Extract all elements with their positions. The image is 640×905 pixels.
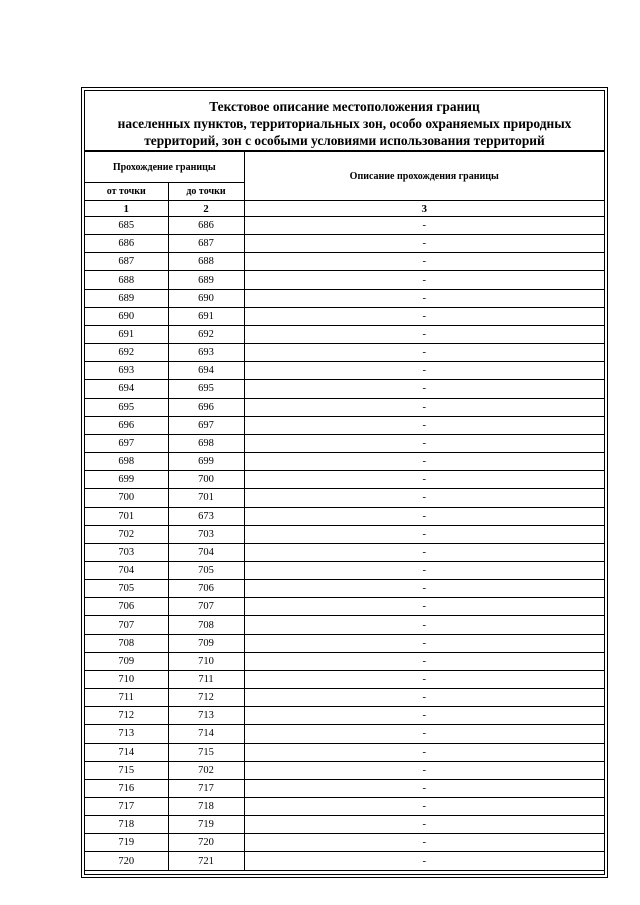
cell-from-point: 711 bbox=[85, 689, 168, 707]
table-row bbox=[85, 271, 604, 289]
cell-description: - bbox=[244, 634, 604, 652]
column-number-1: 1 bbox=[85, 201, 168, 217]
table-row bbox=[85, 235, 604, 253]
cell-to-point: 694 bbox=[168, 362, 244, 380]
table-row bbox=[85, 307, 604, 325]
cell-from-point: 720 bbox=[85, 852, 168, 870]
table-row bbox=[85, 652, 604, 670]
cell-to-point: 707 bbox=[168, 598, 244, 616]
cell-description: - bbox=[244, 307, 604, 325]
cell-to-point: 709 bbox=[168, 634, 244, 652]
table-row bbox=[85, 325, 604, 343]
table-row bbox=[85, 852, 604, 870]
document-title bbox=[85, 91, 604, 151]
cell-description: - bbox=[244, 689, 604, 707]
cell-to-point: 686 bbox=[168, 217, 244, 235]
column-number-2: 2 bbox=[168, 201, 244, 217]
cell-to-point: 690 bbox=[168, 289, 244, 307]
cell-description: - bbox=[244, 416, 604, 434]
table-row bbox=[85, 217, 604, 235]
cell-from-point: 705 bbox=[85, 580, 168, 598]
cell-to-point: 688 bbox=[168, 253, 244, 271]
cell-to-point: 708 bbox=[168, 616, 244, 634]
cell-description: - bbox=[244, 471, 604, 489]
cell-from-point: 687 bbox=[85, 253, 168, 271]
table-row bbox=[85, 398, 604, 416]
cell-from-point: 702 bbox=[85, 525, 168, 543]
cell-description: - bbox=[244, 398, 604, 416]
cell-to-point: 705 bbox=[168, 561, 244, 579]
cell-description: - bbox=[244, 380, 604, 398]
cell-to-point: 701 bbox=[168, 489, 244, 507]
table-row bbox=[85, 798, 604, 816]
cell-from-point: 715 bbox=[85, 761, 168, 779]
cell-to-point: 718 bbox=[168, 798, 244, 816]
table-row bbox=[85, 416, 604, 434]
cell-description: - bbox=[244, 616, 604, 634]
cell-description: - bbox=[244, 507, 604, 525]
cell-to-point: 695 bbox=[168, 380, 244, 398]
cell-from-point: 695 bbox=[85, 398, 168, 416]
cell-from-point: 696 bbox=[85, 416, 168, 434]
cell-from-point: 706 bbox=[85, 598, 168, 616]
boundary-table bbox=[85, 151, 604, 871]
cell-from-point: 701 bbox=[85, 507, 168, 525]
cell-description: - bbox=[244, 816, 604, 834]
cell-from-point: 689 bbox=[85, 289, 168, 307]
table-row bbox=[85, 616, 604, 634]
cell-from-point: 698 bbox=[85, 453, 168, 471]
table-row bbox=[85, 689, 604, 707]
cell-description: - bbox=[244, 598, 604, 616]
table-row bbox=[85, 543, 604, 561]
cell-from-point: 693 bbox=[85, 362, 168, 380]
cell-to-point: 692 bbox=[168, 325, 244, 343]
cell-from-point: 709 bbox=[85, 652, 168, 670]
table-body bbox=[85, 217, 604, 871]
cell-from-point: 694 bbox=[85, 380, 168, 398]
header-boundary-passage: Прохождение границы bbox=[85, 152, 244, 183]
cell-description: - bbox=[244, 271, 604, 289]
cell-from-point: 704 bbox=[85, 561, 168, 579]
cell-from-point: 716 bbox=[85, 779, 168, 797]
cell-from-point: 713 bbox=[85, 725, 168, 743]
table-row bbox=[85, 253, 604, 271]
cell-from-point: 717 bbox=[85, 798, 168, 816]
cell-from-point: 714 bbox=[85, 743, 168, 761]
cell-description: - bbox=[244, 834, 604, 852]
cell-description: - bbox=[244, 434, 604, 452]
table-row bbox=[85, 380, 604, 398]
cell-to-point: 691 bbox=[168, 307, 244, 325]
cell-from-point: 699 bbox=[85, 471, 168, 489]
cell-to-point: 710 bbox=[168, 652, 244, 670]
cell-from-point: 712 bbox=[85, 707, 168, 725]
cell-to-point: 673 bbox=[168, 507, 244, 525]
cell-from-point: 703 bbox=[85, 543, 168, 561]
cell-from-point: 686 bbox=[85, 235, 168, 253]
cell-to-point: 700 bbox=[168, 471, 244, 489]
cell-to-point: 702 bbox=[168, 761, 244, 779]
cell-to-point: 689 bbox=[168, 271, 244, 289]
table-row bbox=[85, 434, 604, 452]
table-row bbox=[85, 489, 604, 507]
header-from-point: от точки bbox=[85, 183, 168, 201]
cell-to-point: 712 bbox=[168, 689, 244, 707]
cell-description: - bbox=[244, 217, 604, 235]
document-frame bbox=[81, 87, 608, 878]
title-line-1: Текстовое описание местоположения границ bbox=[209, 99, 480, 114]
table-row bbox=[85, 707, 604, 725]
cell-from-point: 707 bbox=[85, 616, 168, 634]
table-row bbox=[85, 362, 604, 380]
cell-description: - bbox=[244, 543, 604, 561]
cell-to-point: 721 bbox=[168, 852, 244, 870]
cell-description: - bbox=[244, 525, 604, 543]
cell-description: - bbox=[244, 761, 604, 779]
title-line-3: территорий, зон с особыми условиями использования территорий bbox=[144, 133, 545, 148]
table-row bbox=[85, 725, 604, 743]
table-row bbox=[85, 561, 604, 579]
cell-to-point: 715 bbox=[168, 743, 244, 761]
cell-to-point: 703 bbox=[168, 525, 244, 543]
cell-description: - bbox=[244, 652, 604, 670]
cell-from-point: 708 bbox=[85, 634, 168, 652]
cell-description: - bbox=[244, 852, 604, 870]
cell-to-point: 693 bbox=[168, 344, 244, 362]
cell-from-point: 685 bbox=[85, 217, 168, 235]
cell-description: - bbox=[244, 325, 604, 343]
cell-to-point: 711 bbox=[168, 670, 244, 688]
cell-description: - bbox=[244, 235, 604, 253]
cell-to-point: 699 bbox=[168, 453, 244, 471]
cell-to-point: 696 bbox=[168, 398, 244, 416]
cell-description: - bbox=[244, 580, 604, 598]
cell-from-point: 697 bbox=[85, 434, 168, 452]
cell-from-point: 690 bbox=[85, 307, 168, 325]
cell-description: - bbox=[244, 743, 604, 761]
table-row bbox=[85, 580, 604, 598]
cell-from-point: 719 bbox=[85, 834, 168, 852]
cell-description: - bbox=[244, 561, 604, 579]
cell-to-point: 720 bbox=[168, 834, 244, 852]
cell-from-point: 718 bbox=[85, 816, 168, 834]
cell-from-point: 700 bbox=[85, 489, 168, 507]
cell-description: - bbox=[244, 289, 604, 307]
table-row bbox=[85, 598, 604, 616]
cell-description: - bbox=[244, 725, 604, 743]
cell-to-point: 719 bbox=[168, 816, 244, 834]
cell-description: - bbox=[244, 779, 604, 797]
cell-to-point: 697 bbox=[168, 416, 244, 434]
cell-description: - bbox=[244, 670, 604, 688]
cell-from-point: 691 bbox=[85, 325, 168, 343]
cell-description: - bbox=[244, 453, 604, 471]
table-row bbox=[85, 525, 604, 543]
cell-description: - bbox=[244, 489, 604, 507]
table-row bbox=[85, 743, 604, 761]
cell-description: - bbox=[244, 798, 604, 816]
table-row bbox=[85, 634, 604, 652]
table-row bbox=[85, 507, 604, 525]
cell-to-point: 713 bbox=[168, 707, 244, 725]
cell-description: - bbox=[244, 253, 604, 271]
table-row bbox=[85, 779, 604, 797]
table-row bbox=[85, 670, 604, 688]
table-row bbox=[85, 344, 604, 362]
cell-to-point: 714 bbox=[168, 725, 244, 743]
header-to-point: до точки bbox=[168, 183, 244, 201]
cell-from-point: 688 bbox=[85, 271, 168, 289]
cell-description: - bbox=[244, 707, 604, 725]
table-row bbox=[85, 761, 604, 779]
column-number-3: 3 bbox=[244, 201, 604, 217]
cell-to-point: 704 bbox=[168, 543, 244, 561]
cell-description: - bbox=[244, 344, 604, 362]
table-row bbox=[85, 834, 604, 852]
cell-description: - bbox=[244, 362, 604, 380]
cell-to-point: 717 bbox=[168, 779, 244, 797]
table-row bbox=[85, 289, 604, 307]
cell-to-point: 698 bbox=[168, 434, 244, 452]
table-row bbox=[85, 453, 604, 471]
title-line-2: населенных пунктов, территориальных зон, особо охраняемых природных bbox=[117, 116, 572, 131]
cell-to-point: 706 bbox=[168, 580, 244, 598]
cell-to-point: 687 bbox=[168, 235, 244, 253]
table-row bbox=[85, 816, 604, 834]
header-description: Описание прохождения границы bbox=[244, 152, 604, 201]
document-inner-frame bbox=[84, 90, 605, 875]
cell-from-point: 692 bbox=[85, 344, 168, 362]
cell-from-point: 710 bbox=[85, 670, 168, 688]
table-row bbox=[85, 471, 604, 489]
